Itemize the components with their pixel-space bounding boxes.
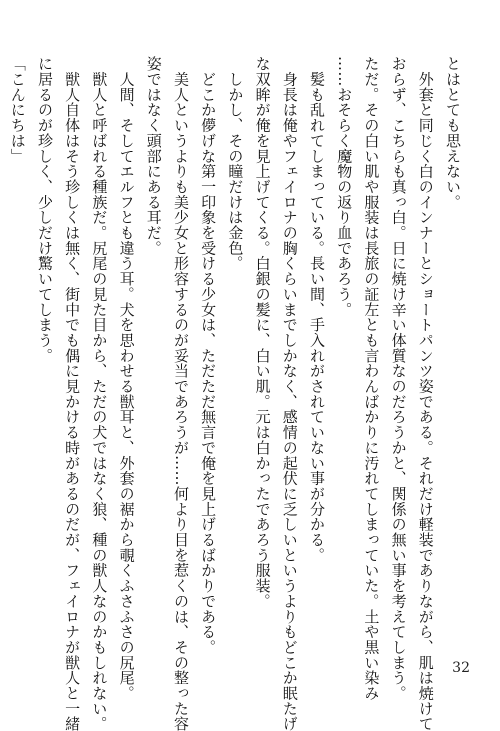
text-line: 髪も乱れてしまっている。長い間、手入れがされていない事が分かる。 — [307, 56, 326, 563]
text-line: ただ。その白い肌や服装は長旅の証左とも言わんばかりに汚れてしまっていた。土や黒い染み — [362, 56, 381, 701]
page-number: 32 — [452, 660, 470, 676]
text-line: ……おそらく魔物の返り血であろう。 — [335, 56, 354, 317]
text-line: おらず、こちらも真っ白。日に焼け辛い体質なのだろうかと、関係の無い事を考えてしまう。 — [389, 56, 408, 701]
dialogue-line: 「こんにちは」 — [8, 56, 27, 164]
text-line: 人間、そしてエルフとも違う耳。犬を思わせる獣耳と、外套の裾から覗くふさふさの尻尾。 — [117, 56, 136, 701]
text-line: とはとても思えない。 — [444, 56, 462, 210]
text-line: に居るのが珍しく、少しだけ驚いてしまう。 — [35, 56, 54, 363]
text-line: 姿ではなく頭部にある耳だ。 — [144, 56, 163, 256]
text-line: 外套と同じく白のインナーとショートパンツ姿である。それだけ軽装でありながら、肌は焼けて — [416, 56, 435, 731]
text-line: 獣人自体はそう珍しくは無く、街中でも偶に見かける時があるのだが、フェイロナが獣人と一緒 — [63, 56, 82, 731]
text-line: しかし、その瞳だけは金色。 — [226, 56, 245, 271]
text-line: な双眸が俺を見上げてくる。白銀の髪に、白い肌。元は白かったであろう服装。 — [253, 56, 272, 609]
text-line: 獣人と呼ばれる種族だ。尻尾の見た目から、ただの犬ではなく狼、種の獣人なのかもしれない。 — [90, 56, 109, 731]
text-line: 身長は俺やフェイロナの胸くらいまでしかなく、感情の起伏に乏しいというよりもどこか眠たげ — [280, 56, 299, 731]
text-line: どこか儚げな第一印象を受ける少女は、ただただ無言で俺を見上げるばかりである。 — [199, 56, 218, 655]
dialogue-line — [0, 56, 4, 614]
text-line: 美人というよりも美少女と形容するのが妥当であろうが……何より目を惹くのは、その整った容 — [171, 56, 190, 731]
